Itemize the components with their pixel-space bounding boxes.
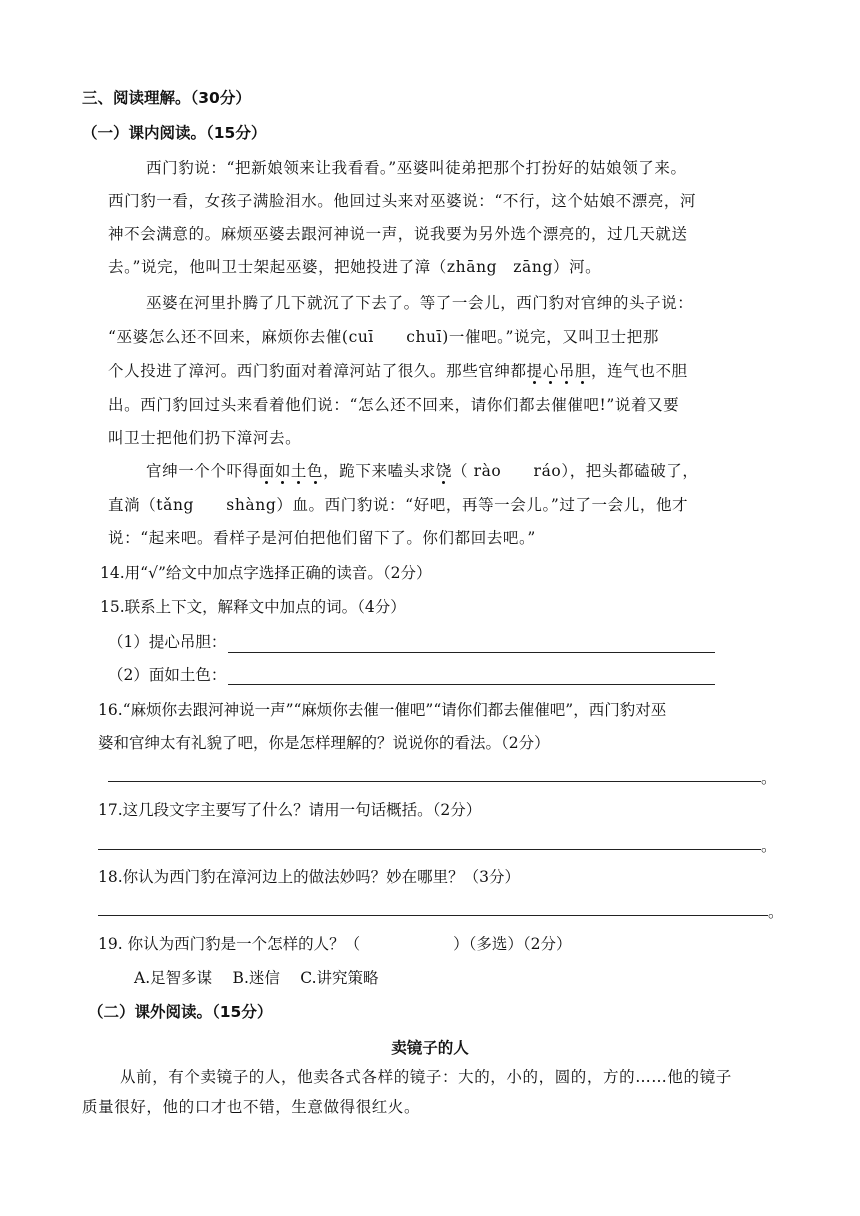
dotted-char: 提	[526, 362, 543, 380]
dotted-char: 色	[307, 462, 324, 480]
end-mark: 。	[761, 837, 777, 855]
section3-heading: 三、阅读理解。（30分）	[82, 89, 251, 107]
part1-heading: （一）课内阅读。（15分）	[82, 124, 267, 142]
passage-text: （ rào ráo），把头都磕破了，	[451, 462, 699, 480]
passage-line: 直淌（tǎng shàng）血。西门豹说：“好吧，再等一会儿。”过了一会儿，他才	[108, 496, 689, 514]
answer-line-15-1[interactable]	[228, 652, 715, 653]
answer-line-17[interactable]	[98, 849, 761, 850]
passage-line: “巫婆怎么还不回来，麻烦你去催(cuī chuī)一催吧。”说完，又叫卫士把那	[108, 328, 659, 346]
passage-text: ，跪下来嗑头求	[323, 462, 436, 480]
passage-line: 西门豹一看，女孩子满脸泪水。他回过头来对巫婆说：“不行，这个姑娘不漂亮，河	[108, 192, 697, 210]
passage-line	[146, 461, 699, 481]
story-title: 卖镜子的人	[391, 1039, 469, 1057]
passage-text: ，连气也不胆	[591, 362, 688, 380]
question-15-2-label: （2）面如土色：	[108, 666, 227, 684]
passage-line: 西门豹说：“把新娘领来让我看看。”巫婆叫徒弟把那个打扮好的姑娘领了来。	[146, 159, 687, 177]
dotted-char: 饶	[435, 462, 452, 480]
question-17: 17.这几段文字主要写了什么？请用一句话概括。（2分）	[98, 801, 482, 819]
end-mark: 。	[768, 903, 784, 921]
story-line: 质量很好，他的口才也不错，生意做得很红火。	[82, 1098, 421, 1116]
question-14: 14.用“√”给文中加点字选择正确的读音。（2分）	[100, 564, 432, 582]
passage-text: 官绅一个个吓得	[146, 462, 259, 480]
question-16-line1: 16.“麻烦你去跟河神说一声”“麻烦你去催一催吧”“请你们都去催催吧”，西门豹对巫	[98, 701, 667, 719]
dotted-char: 面	[258, 462, 275, 480]
answer-line-15-2[interactable]	[228, 684, 715, 685]
end-mark: 。	[761, 769, 777, 787]
passage-line: 出。西门豹回过头来看着他们说：“怎么还不回来，请你们都去催催吧!”说着又要	[108, 396, 680, 414]
passage-text: 个人投进了漳河。西门豹面对着漳河站了很久。那些官绅都	[108, 362, 527, 380]
passage-line	[108, 361, 688, 381]
dotted-char: 胆	[574, 362, 592, 380]
passage-line: 去。”说完，他叫卫士架起巫婆，把她投进了漳（zhāng zāng）河。	[108, 258, 602, 276]
question-19: 19. 你认为西门豹是一个怎样的人？（ ）（多选）（2分）	[98, 935, 572, 953]
passage-line: 神不会满意的。麻烦巫婆去跟河神说一声，说我要为另外选个漂亮的，过几天就送	[108, 225, 688, 243]
answer-line-16[interactable]	[108, 781, 761, 782]
story-line: 从前，有个卖镜子的人，他卖各式各样的镜子：大的，小的，圆的，方的……他的镜子	[120, 1068, 732, 1086]
answer-line-18[interactable]	[98, 915, 768, 916]
passage-line: 巫婆在河里扑腾了几下就沉了下去了。等了一会儿，西门豹对官绅的头子说：	[146, 294, 694, 312]
passage-line: 叫卫士把他们扔下漳河去。	[108, 429, 302, 447]
dotted-char: 吊	[558, 362, 575, 380]
dotted-word-tixindiaodan	[527, 362, 591, 380]
question-15: 15.联系上下文，解释文中加点的词。（4分）	[100, 598, 406, 616]
part2-heading: （二）课外阅读。（15分）	[88, 1003, 273, 1021]
dotted-char: 如	[274, 462, 291, 480]
question-16-line2: 婆和官绅太有礼貌了吧，你是怎样理解的？说说你的看法。（2分）	[98, 734, 550, 752]
dotted-word-mianrutuse	[259, 462, 323, 480]
question-15-1-label: （1）提心吊胆：	[108, 633, 227, 651]
dotted-char: 心	[542, 362, 559, 380]
passage-line: 说：“起来吧。看样子是河伯把他们留下了。你们都回去吧。”	[108, 529, 536, 547]
question-19-options: A.足智多谋 B.迷信 C.讲究策略	[134, 969, 379, 987]
dotted-char: 土	[290, 462, 308, 480]
question-18: 18.你认为西门豹在漳河边上的做法妙吗？妙在哪里？（3分）	[98, 868, 521, 886]
